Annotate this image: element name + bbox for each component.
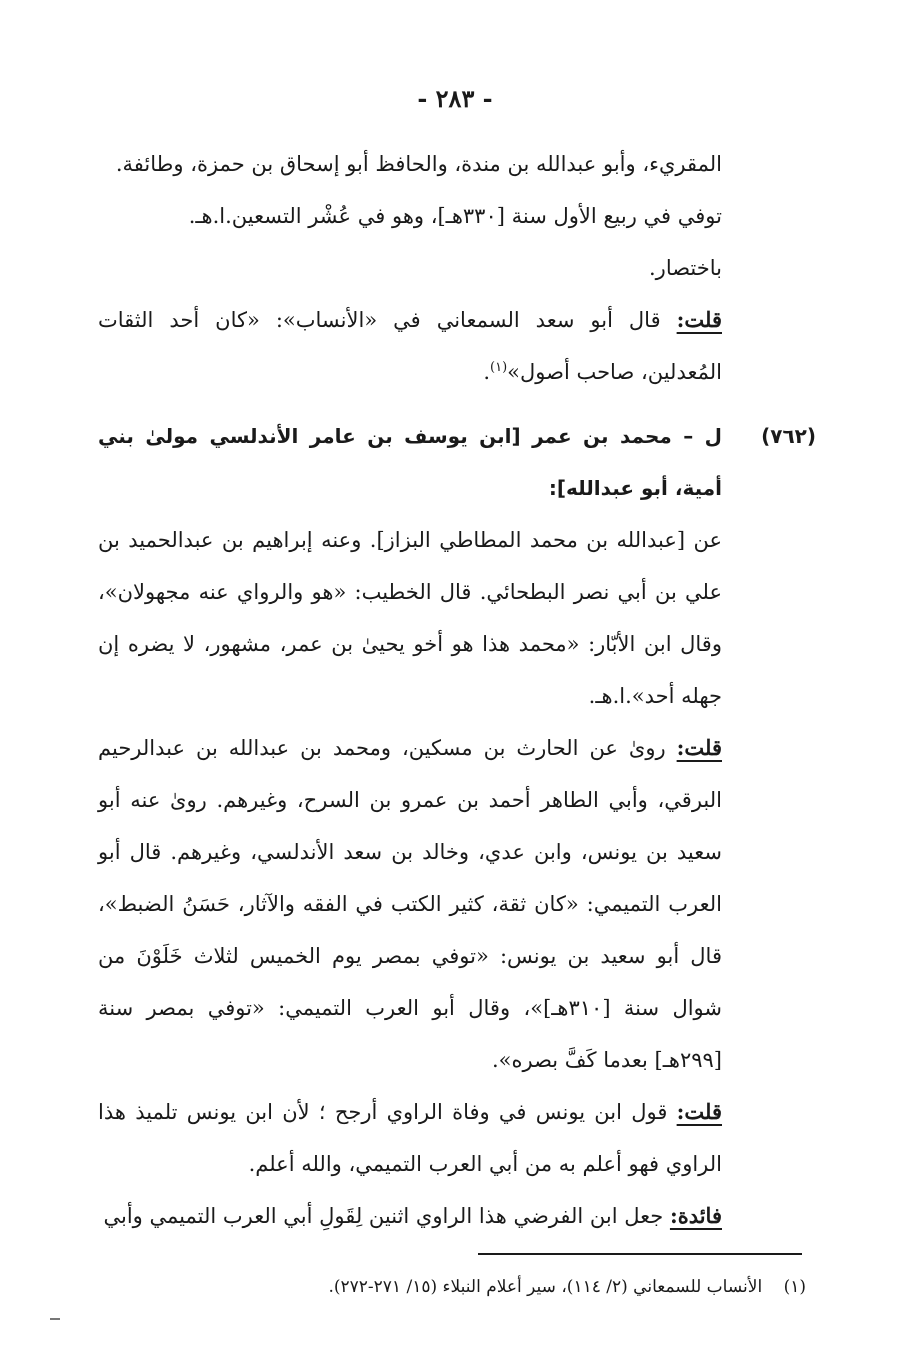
paragraph-4-text: قال أبو سعد السمعاني في «الأنساب»: «كان أحد الثقات المُعدلين، صاحب أصول» [98, 308, 722, 384]
paragraph-2: توفي في ربيع الأول سنة [٣٣٠هـ]، وهو في عُشْر التسعين.ا.هـ. [188, 204, 722, 228]
paragraph-8 [98, 1190, 722, 1242]
footnote-divider [478, 1253, 802, 1255]
faida-label: فائدة: [669, 1203, 722, 1228]
footnote [126, 1272, 806, 1302]
page-number: - ٢٨٣ - [417, 84, 493, 113]
qultu-label: قلت: [676, 735, 722, 760]
paragraph-6-text: روىٰ عن الحارث بن مسكين، ومحمد بن عبدالله بن عبدالرحيم البرقي، وأبي الطاهر أحمد بن عمرو بن السرح، وغيرهم. روىٰ عنه أبو سعيد بن يونس، وابن عدي، وخالد بن سعد الأندلسي، وغيرهم. قال أبو العرب التميمي: «كان ثقة، كثير الكتب في الفقه والآثار، حَسَنُ الضبط»، قال أبو سعيد بن يونس: «توفي بمصر يوم الخميس لثلاث خَلَوْنَ من شوال سنة [٣١٠هـ]»، وقال أبو العرب التميمي: «توفي بمصر سنة [٢٩٩هـ] بعدما كَفَّ بصره». [98, 736, 722, 1072]
main-text [98, 138, 816, 1242]
entry-number: (٧٦٢) [761, 424, 816, 448]
entry-title: ل – محمد بن عمر [ابن يوسف بن عامر الأندلسي مولىٰ بني أمية، أبو عبدالله]: [98, 424, 722, 500]
qultu-label: قلت: [676, 1099, 722, 1124]
paragraph-4-end: . [483, 360, 491, 384]
paragraph-6 [98, 722, 722, 1086]
scan-mark [50, 1318, 60, 1320]
paragraph-4 [98, 294, 722, 398]
paragraph-7 [98, 1086, 722, 1190]
paragraph-8-text: جعل ابن الفرضي هذا الراوي اثنين لِقَولِ أبي العرب التميمي وأبي [103, 1204, 670, 1228]
paragraph-1: المقريء، وأبو عبدالله بن مندة، والحافظ أبو إسحاق بن حمزة، وطائفة. [115, 152, 722, 176]
paragraph-7-text: قول ابن يونس في وفاة الراوي أرجح ؛ لأن ابن يونس تلميذ هذا الراوي فهو أعلم به من أبي العرب التميمي، والله أعلم. [98, 1100, 722, 1176]
footnote-number: (١) [783, 1277, 806, 1297]
footnote-text: الأنساب للسمعاني (٢/ ١١٤)، سير أعلام النبلاء (١٥/ ٢٧١-٢٧٢). [328, 1277, 763, 1297]
entry-heading [98, 410, 816, 514]
footnote-ref: (١) [490, 360, 508, 375]
qultu-label: قلت: [676, 307, 722, 332]
paragraph-3: باختصار. [649, 256, 722, 280]
paragraph-5: عن [عبدالله بن محمد المطاطي البزاز]. وعنه إبراهيم بن عبدالحميد بن علي بن أبي نصر البطحائي. قال الخطيب: «هو والرواي عنه مجهولان»، وقال ابن الأبّار: «محمد هذا هو أخو يحيىٰ بن عمر، مشهور، لا يضره إن جهله أحد».ا.هـ. [98, 528, 722, 708]
